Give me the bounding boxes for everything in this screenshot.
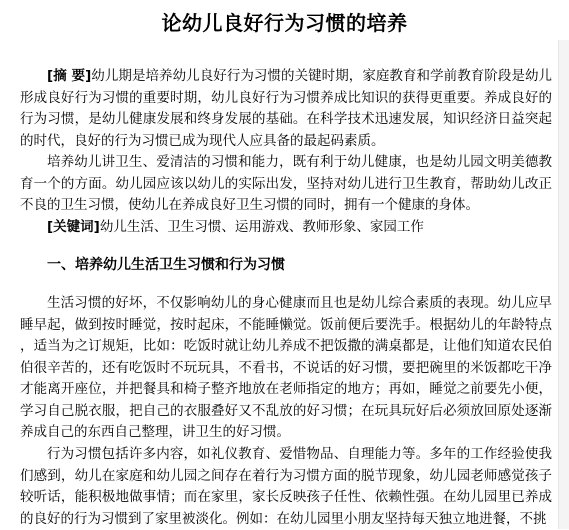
section-heading: 一、培养幼儿生活卫生习惯和行为习惯: [47, 257, 285, 273]
page-edge-strip: [558, 40, 569, 529]
abstract-label: [摘 要]: [47, 68, 92, 84]
body-paragraph-2: 行为习惯包括许多内容，如礼仪教育、爱惜物品、自理能力等。多年的工作经验使我们感到，幼儿在家庭和幼儿园之间存在着行为习惯方面的脱节现象，幼儿园老师感觉孩子较听话，能积极地做事情；而在家里，家长反映孩子任性、依赖性强。在幼儿园里已养成的良好的行为习惯到了家里被淡化。例如：在幼儿园里小朋友坚持每天独立地进餐，不挑: [20, 446, 552, 527]
keywords-text: 幼儿生活、卫生习惯、运用游戏、教师形象、家园工作: [99, 219, 424, 235]
document-title: 论幼儿良好行为习惯的培养: [161, 11, 408, 35]
keywords-paragraph: [20, 217, 552, 239]
abstract-paragraph: [20, 66, 552, 152]
abstract-text: 幼儿期是培养幼儿良好行为习惯的关键时期，家庭教育和学前教育阶段是幼儿形成良好行为习惯的重要时期，幼儿良好行为习惯养成比知识的获得更重要。养成良好的行为习惯，是幼儿健康发展和终身发展的基础。在科学技术迅速发展，知识经济日益突起的时代，良好的行为习惯已成为现代人应具备的最起码素质。: [20, 68, 552, 149]
body-paragraph-1: 生活习惯的好坏，不仅影响幼儿的身心健康而且也是幼儿综合素质的表现。幼儿应早睡早起，做到按时睡觉，按时起床，不能睡懒觉。饭前便后要洗手。根据幼儿的年龄特点，适当为之订规矩，比如：吃饭时就让幼儿养成不把饭撒的满桌都是，让他们知道农民伯伯很辛苦的，还有吃饭时不玩玩具，不看书，不说话的好习惯，要把碗里的米饭都吃干净才能离开座位，并把餐具和椅子整齐地放在老师指定的地方；再如，睡觉之前要先小便，学习自己脱衣服，把自己的衣服叠好又不乱放的好习惯；在玩具玩好后必须放回原处逐渐养成自己的东西自己整理，讲卫生的好习惯。: [20, 295, 552, 440]
keywords-label: [关键词]: [47, 219, 100, 235]
abstract-paragraph-2: 培养幼儿讲卫生、爱清洁的习惯和能力，既有利于幼儿健康，也是幼儿园文明美德教育一个的方面。幼儿园应该以幼儿的实际出发，坚持对幼儿进行卫生教育，帮助幼儿改正不良的卫生习惯，使幼儿在养成良好卫生习惯的同时，拥有一个健康的身体。: [20, 154, 552, 213]
